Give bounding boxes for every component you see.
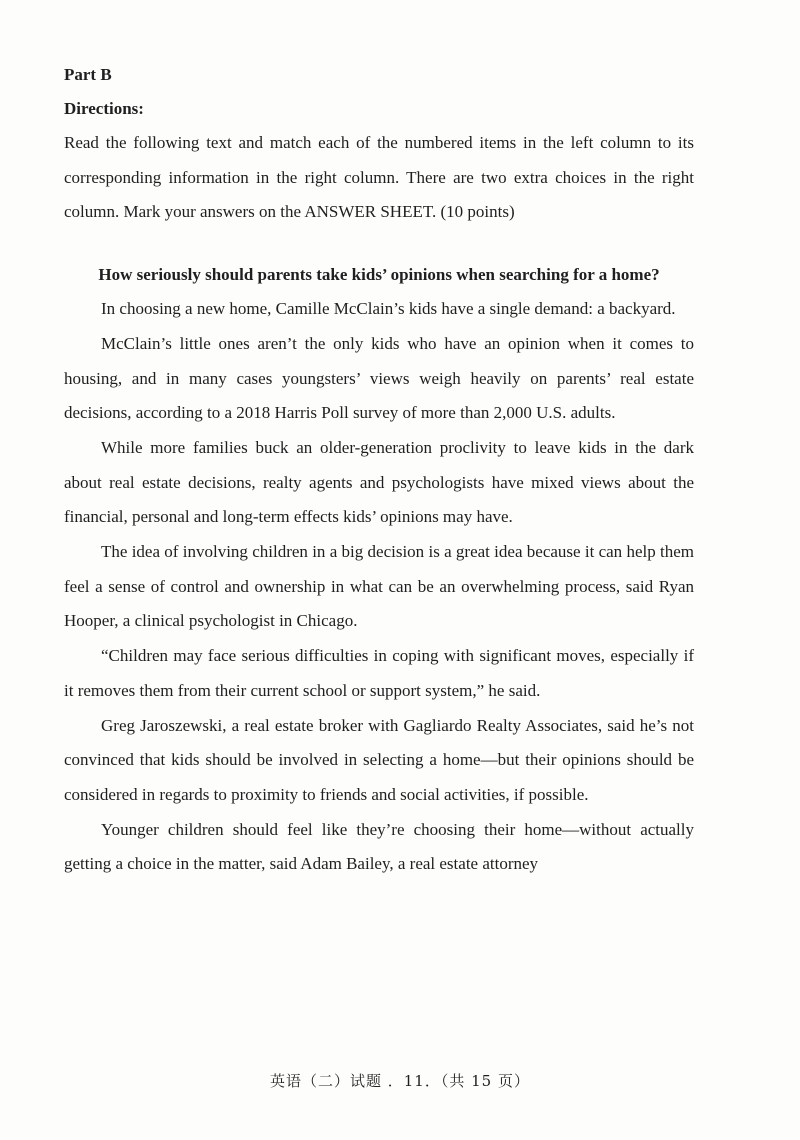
article-paragraph: Greg Jaroszewski, a real estate broker with Gagliardo Realty Associates, said he’s not convinced that kids should be involved in selecting a home—but their opinions should be considered in regards to proximity to friends and social activities, if possible. [64, 715, 694, 804]
article-paragraph: In choosing a new home, Camille McClain’s kids have a single demand: a backyard. [101, 299, 676, 319]
part-heading: Part B [64, 65, 112, 84]
article-paragraph: While more families buck an older-generation proclivity to leave kids in the dark about real estate decisions, realty agents and psychologists have mixed views about the financial, personal and long-term effects kids’ opinions may have. [64, 437, 694, 527]
article-paragraph: “Children may face serious difficulties in coping with significant moves, especially if it removes them from their current school or support system,” he said. [64, 646, 694, 700]
directions-heading: Directions: [64, 99, 144, 118]
page-footer: 英语（二）试题 ．11．（共 15 页） [270, 1072, 530, 1090]
directions-text: Read the following text and match each of the numbered items in the left column to its corresponding information in the right column. There are two extra choices in the right column. Mark your answers on the ANSWER SHEET. (10 points) [64, 133, 694, 222]
article-paragraph: McClain’s little ones aren’t the only kids who have an opinion when it comes to housing, and in many cases youngsters’ views weigh heavily on parents’ real estate decisions, according to a 2018 Harris Poll survey of more than 2,000 U.S. adults. [64, 333, 694, 423]
article-paragraph: Younger children should feel like they’re choosing their home—without actually getting a choice in the matter, said Adam Bailey, a real estate attorney [64, 819, 694, 874]
article-paragraph: The idea of involving children in a big decision is a great idea because it can help them feel a sense of control and ownership in what can be an overwhelming process, said Ryan Hooper, a clinical psychologist in Chicago. [64, 542, 694, 631]
article-title: How seriously should parents take kids’ opinions when searching for a home? [98, 265, 660, 285]
exam-page [64, 58, 694, 882]
